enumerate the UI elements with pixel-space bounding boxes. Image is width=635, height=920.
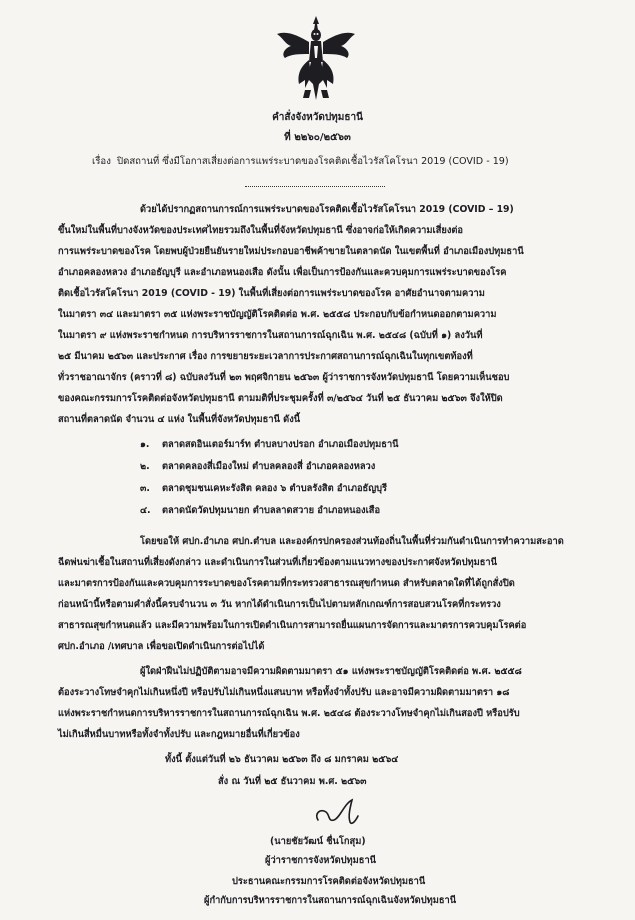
garuda-emblem-icon [275, 14, 357, 104]
paragraph-line: ก่อนหน้านี้หรือตามคำสั่งนี้ครบจำนวน ๓ วัน หากได้ดำเนินการเป็นไปตามหลักเกณฑ์การสอบสวนโรคที่กระทรวง [58, 599, 501, 610]
subject-text: ปิดสถานที่ ซึ่งมีโอกาสเสี่ยงต่อการแพร่ระบาดของโรคติดเชื้อไวรัสโคโรนา 2019 (COVID - 19) [117, 156, 509, 167]
paragraph-line: ทั่วราชอาณาจักร (คราวที่ ๘) ฉบับลงวันที่ ๒๓ พฤศจิกายน ๒๕๖๓ ผู้ว่าราชการจังหวัดปทุมธานี โดยความเห็นชอบ [58, 372, 510, 383]
paragraph-line: ฉีดพ่นฆ่าเชื้อในสถานที่เสี่ยงดังกล่าว และดำเนินการในส่วนที่เกี่ยวข้องตามแนวทางของประกาศจังหวัดปทุมธานี [58, 557, 498, 568]
list-item: ๑. ตลาดสดอินเตอร์มาร์ท ตำบลบางปรอก อำเภอเมืองปทุมธานี [140, 439, 399, 450]
paragraph-line: ติดเชื้อไวรัสโคโรนา 2019 (COVID - 19) ในพื้นที่เสี่ยงต่อการแพร่ระบาดของโรค อาศัยอำนาจตามความ [58, 288, 485, 299]
paragraph-line: สาธารณสุขกำหนดแล้ว และมีความพร้อมในการเปิดดำเนินการสามารถยื่นแผนการจัดการและมาตรการควบคุมโรคต่อ [58, 620, 527, 631]
paragraph-line: ผู้ใดฝ่าฝืนไม่ปฏิบัติตามอาจมีความผิดตามมาตรา ๕๑ แห่งพระราชบัญญัติโรคติดต่อ พ.ศ. ๒๕๕๘ [140, 666, 522, 677]
signatory-title: ประธานคณะกรรมการโรคติดต่อจังหวัดปทุมธานี [232, 876, 426, 887]
paragraph-line: ขึ้นใหม่ในพื้นที่บางจังหวัดของประเทศไทยรวมถึงในพื้นที่จังหวัดปทุมธานี ซึ่งอาจก่อให้เกิดความเสี่ยงต่อ [58, 225, 463, 236]
paragraph-line: ต้องระวางโทษจำคุกไม่เกินหนึ่งปี หรือปรับไม่เกินหนึ่งแสนบาท หรือทั้งจำทั้งปรับ และอาจมีความผิดตามมาตรา ๑๘ [58, 687, 510, 698]
signatory-title: ผู้ว่าราชการจังหวัดปทุมธานี [265, 855, 377, 866]
paragraph-line: และมาตรการป้องกันและควบคุมการระบาดของโรคตามที่กระทรวงสาธารณสุขกำหนด สำหรับตลาดใดที่ได้ถูกสั่งปิด [58, 578, 515, 589]
paragraph-line: ๒๕ มีนาคม ๒๕๖๓ และประกาศ เรื่อง การขยายระยะเวลาการประกาศสถานการณ์ฉุกเฉินในทุกเขตท้องที่ [58, 351, 473, 362]
paragraph-line: สถานที่ตลาดนัด จำนวน ๔ แห่ง ในพื้นที่จังหวัดปทุมธานี ดังนี้ [58, 414, 301, 425]
list-item: ๔. ตลาดนัดวัดปทุมนายก ตำบลลาดสวาย อำเภอหนองเสือ [140, 505, 381, 516]
paragraph-line: ไม่เกินสี่หมื่นบาทหรือทั้งจำทั้งปรับ และกฎหมายอื่นที่เกี่ยวข้อง [58, 729, 300, 740]
signature-icon [300, 790, 370, 830]
order-date: สั่ง ณ วันที่ ๒๕ ธันวาคม พ.ศ. ๒๕๖๓ [218, 776, 367, 787]
paragraph-line: ในมาตรา ๙ แห่งพระราชกำหนด การบริหารราชการในสถานการณ์ฉุกเฉิน พ.ศ. ๒๕๔๘ (ฉบับที่ ๑) ลงวันที่ [58, 330, 483, 341]
paragraph-line: โดยขอให้ ศปก.อำเภอ ศปก.ตำบล และองค์กรปกครองส่วนท้องถิ่นในพื้นที่ร่วมกันดำเนินการทำความสะอาด [140, 536, 564, 547]
paragraph-line: ในมาตรา ๓๔ และมาตรา ๓๕ แห่งพระราชบัญญัติโรคติดต่อ พ.ศ. ๒๕๕๘ ประกอบกับข้อกำหนดออกตามความ [58, 309, 497, 320]
order-number: ที่ ๒๒๖๐/๒๕๖๓ [284, 132, 351, 143]
subject-line [92, 154, 509, 169]
paragraph-line: ศปก.อำเภอ /เทศบาล เพื่อขอเปิดดำเนินการต่อไปได้ [58, 641, 265, 652]
paragraph-line: อำเภอคลองหลวง อำเภอธัญบุรี และอำเภอหนองเสือ ดังนั้น เพื่อเป็นการป้องกันและควบคุมการแพร่ระบาดของโรค [58, 267, 507, 278]
paragraph-line: การแพร่ระบาดของโรค โดยพบผู้ป่วยยืนยันรายใหม่ประกอบอาชีพค้าขายในตลาดนัด ในเขตพื้นที่ อำเภอเมืองปทุมธานี [58, 246, 524, 257]
paragraph-line: ของคณะกรรมการโรคติดต่อจังหวัดปทุมธานี ตามมติที่ประชุมครั้งที่ ๓/๒๕๖๔ วันที่ ๒๕ ธันวาคม ๒๕๖๓ จึงให้ปิด [58, 393, 503, 404]
signatory-title: ผู้กำกับการบริหารราชการในสถานการณ์ฉุกเฉินจังหวัดปทุมธานี [204, 895, 457, 906]
paragraph-line: ด้วยได้ปรากฏสถานการณ์การแพร่ระบาดของโรคติดเชื้อไวรัสโคโรนา 2019 (COVID – 19) [140, 204, 514, 215]
effective-date: ทั้งนี้ ตั้งแต่วันที่ ๒๖ ธันวาคม ๒๕๖๓ ถึง ๘ มกราคม ๒๕๖๔ [165, 754, 399, 765]
list-item: ๒. ตลาดคลองสี่เมืองใหม่ ตำบลคลองสี่ อำเภอคลองหลวง [140, 461, 376, 472]
order-title: คำสั่งจังหวัดปทุมธานี [272, 112, 363, 123]
divider [245, 186, 385, 187]
signatory-name: (นายชัยวัฒน์ ชื่นโกสุม) [270, 836, 366, 847]
list-item: ๓. ตลาดชุมชนเคหะรังสิต คลอง ๖ ตำบลรังสิต อำเภอธัญบุรี [140, 483, 388, 494]
subject-label: เรื่อง [92, 156, 111, 167]
paragraph-line: แห่งพระราชกำหนดการบริหารราชการในสถานการณ์ฉุกเฉิน พ.ศ. ๒๕๔๘ ต้องระวางโทษจำคุกไม่เกินสองปี หรือปรับ [58, 708, 520, 719]
